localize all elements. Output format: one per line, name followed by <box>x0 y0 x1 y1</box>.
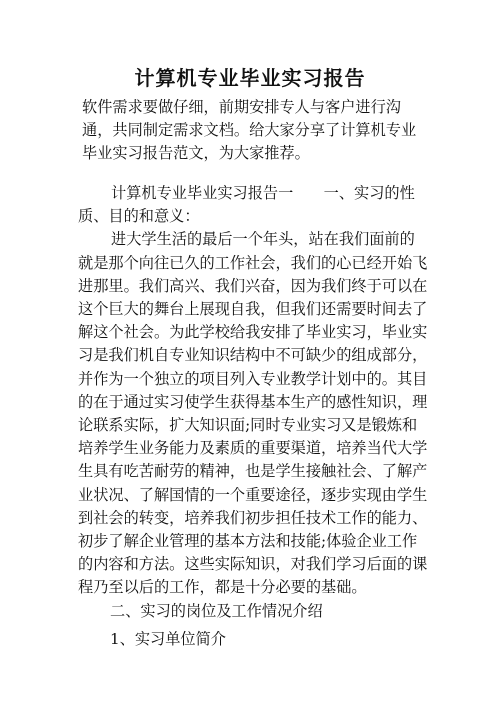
paragraph-1: 进大学生活的最后一个年头，站在我们面前的就是那个向往已久的工作社会，我们的心已经开始飞进那里。我们高兴、我们兴奋，因为我们终于可以在这个巨大的舞台上展现自我，但我们还需要时间去了解这个社会。为此学校给我安排了毕业实习，毕业实习是我们机自专业知识结构中不可缺少的组成部分，并作为一个独立的项目列入专业教学计划中的。其目的在于通过实习使学生获得基本生产的感性知识，理论联系实际，扩大知识面;同时专业实习又是锻炼和培养学生业务能力及素质的重要渠道，培养当代大学生具有吃苦耐劳的精神，也是学生接触社会、了解产业状况、了解国情的一个重要途径，逐步实现由学生到社会的转变，培养我们初步担任技术工作的能力、初步了解企业管理的基本方法和技能;体验企业工作的内容和方法。这些实际知识，对我们学习后面的课程乃至以后的工作，都是十分必要的基础。 <box>78 230 428 597</box>
section-2-heading: 二、实习的岗位及工作情况介绍 <box>110 602 323 620</box>
report-heading-line: 计算机专业毕业实习报告一 一、实习的性质、目的和意义： <box>78 184 415 226</box>
section-2-1-heading: 1、实习单位简介 <box>110 630 226 648</box>
document-title: 计算机专业毕业实习报告 <box>134 66 366 90</box>
main-paragraph <box>78 182 428 600</box>
intro-text: 软件需求要做仔细，前期安排专人与客户进行沟通，共同制定需求文档。给大家分享了计算机专业毕业实习报告范文，为大家推荐。 <box>82 98 417 163</box>
intro-paragraph <box>82 96 428 166</box>
